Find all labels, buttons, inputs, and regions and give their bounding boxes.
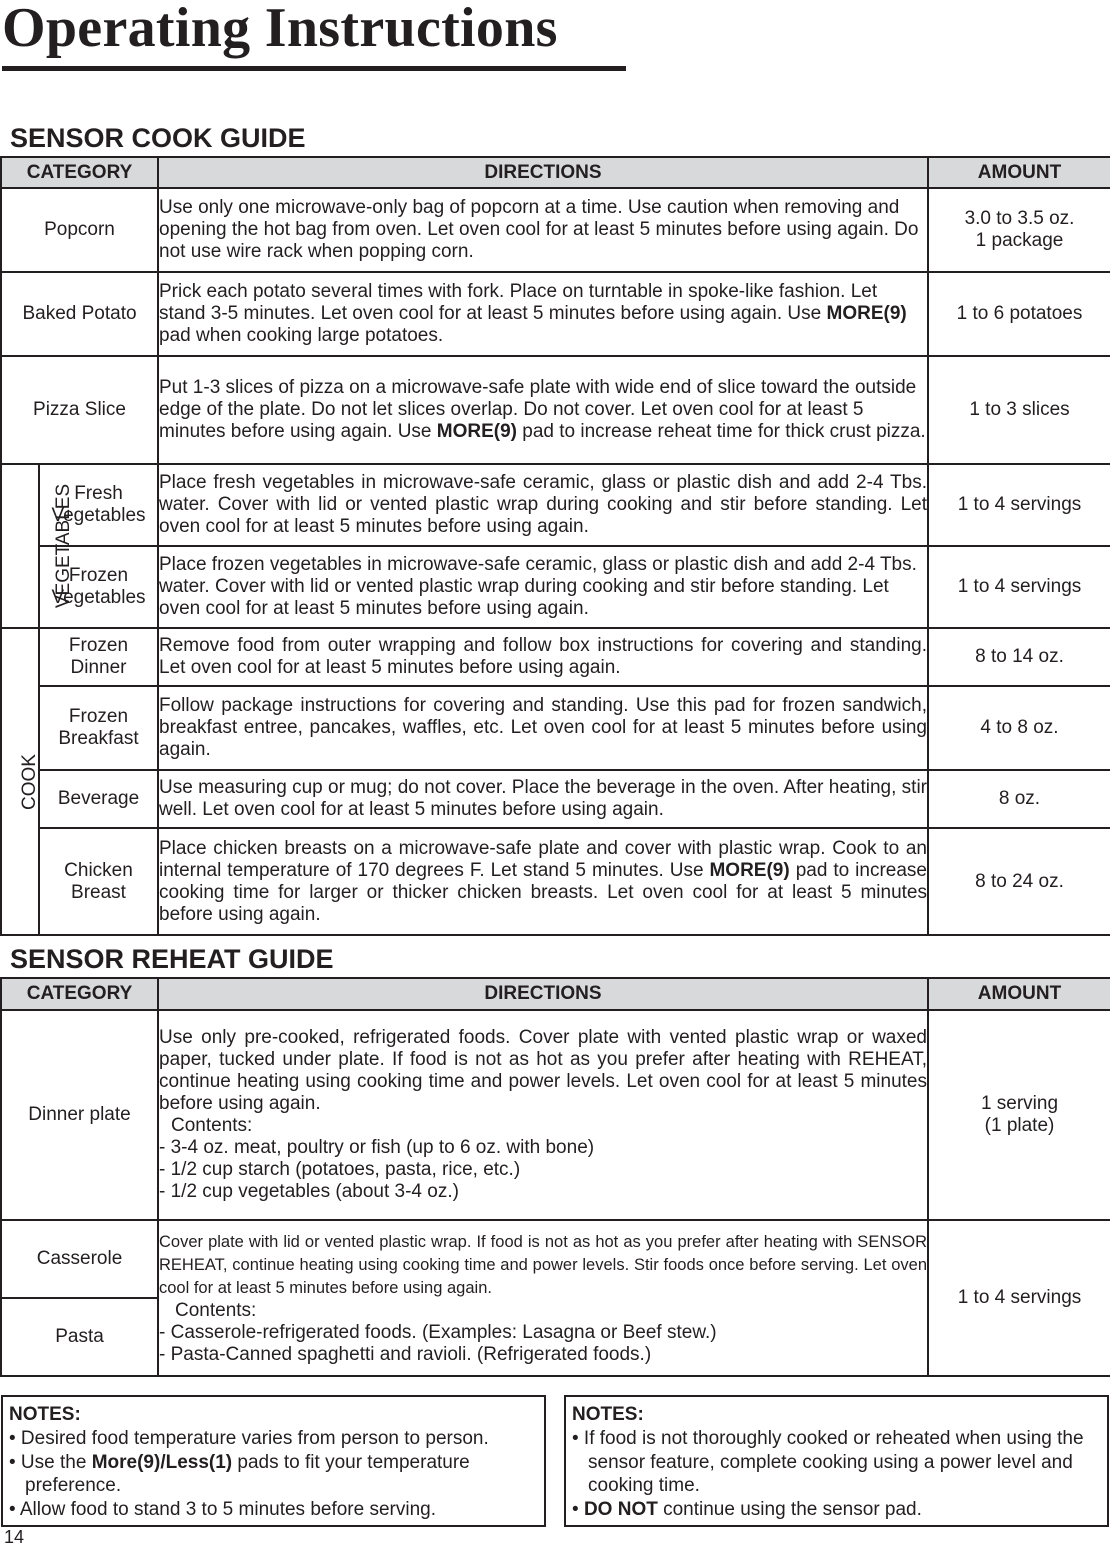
directions-fresh-vegetables: Place fresh vegetables in microwave-safe ceramic, glass or plastic dish and add 2-4 Tbs. water. Cover with lid or vented plastic wrap during cooking and stir before standing. Let oven cool for at least 5 minutes before using again. [158, 464, 928, 546]
contents-item: - Pasta-Canned spaghetti and ravioli. (Refrigerated foods.) [159, 1343, 652, 1365]
amount-chicken-breast: 8 to 24 oz. [928, 828, 1110, 935]
vegetables-group-label [1, 464, 75, 628]
amount-frozen-dinner: 8 to 14 oz. [928, 628, 1110, 686]
amount-beverage: 8 oz. [928, 770, 1110, 828]
directions-dinner-plate [158, 1010, 928, 1220]
category-casserole: Casserole [1, 1220, 158, 1298]
category-line: Frozen [68, 706, 129, 727]
category-dinner-plate: Dinner plate [1, 1010, 158, 1220]
header-amount: AMOUNT [928, 978, 1110, 1010]
directions-frozen-vegetables: Place frozen vegetables in microwave-safe ceramic, glass or plastic dish and add 2-4 Tbs. water. Cover with lid or vented plastic wrap during cooking and stir before standing. Let oven cool for at least 5 minutes before using again. [158, 546, 928, 628]
sensor-reheat-title: SENSOR REHEAT GUIDE [10, 944, 334, 974]
more-pad-label: MORE(9) [709, 859, 790, 881]
directions-text: Put 1-3 slices of pizza on a microwave-safe plate with wide end of slice toward the outside edge of the plate. Do not let slices overlap. Do not cover. Let oven cool for at least 5 minutes before using again. Use [159, 377, 917, 442]
category-frozen-breakfast [39, 686, 158, 770]
sensor-cook-title: SENSOR COOK GUIDE [10, 123, 306, 153]
amount-fresh-vegetables: 1 to 4 servings [928, 464, 1110, 546]
category-line: Chicken [64, 859, 133, 881]
sensor-reheat-table [0, 977, 1110, 1377]
directions-frozen-breakfast: Follow package instructions for covering and standing. Use this pad for frozen sandwich, breakfast entree, pancakes, waffles, etc. Let oven cool for at least 5 minutes before using again. [158, 686, 928, 770]
amount-popcorn [928, 188, 1110, 272]
note-text: • [572, 1498, 584, 1520]
table-row-casserole [1, 1220, 1110, 1298]
table-row-dinner-plate [1, 1010, 1110, 1220]
directions-text: Use only pre-cooked, refrigerated foods. Cover plate with vented plastic wrap or waxed paper, tucked under plate. If food is not as hot as you prefer after heating with REHEAT, continue heating using cooking time and power levels. Let oven cool for at least 5 minutes before using again. [159, 1027, 927, 1114]
category-line: Breast [71, 881, 126, 903]
category-pasta: Pasta [1, 1298, 158, 1376]
note-text: • Use the [9, 1451, 92, 1473]
category-baked-potato: Baked Potato [1, 272, 158, 356]
category-popcorn: Popcorn [1, 188, 158, 272]
more-pad-label: MORE(9) [436, 421, 518, 442]
more-less-pads-label: More(9)/Less(1) [91, 1451, 233, 1473]
table-row-beverage [1, 770, 1110, 828]
directions-popcorn: Use only one microwave-only bag of popcorn at a time. Use caution when removing and opening the hot bag from oven. Let oven cool for at least 5 minutes before using again. Do not use wire rack when popping corn. [158, 188, 928, 272]
contents-item: - 1/2 cup vegetables (about 3-4 oz.) [159, 1181, 459, 1202]
cook-group-label [1, 628, 39, 935]
directions-chicken-breast [158, 828, 928, 935]
header-category: CATEGORY [1, 978, 158, 1010]
directions-text: Place chicken breasts on a microwave-safe plate and cover with plastic wrap. Cook to an internal temperature of 170 degrees F. Let stand 5 minutes. Use [159, 837, 927, 881]
sensor-cook-header-row [1, 157, 1110, 188]
note-item [9, 1451, 536, 1498]
amount-baked-potato: 1 to 6 potatoes [928, 272, 1110, 356]
do-not-label: DO NOT [583, 1498, 658, 1520]
sensor-cook-table [0, 156, 1110, 936]
page-title: Operating Instructions [2, 0, 558, 59]
header-directions: DIRECTIONS [158, 978, 928, 1010]
notes-left-title: NOTES: [9, 1404, 81, 1425]
more-pad-label: MORE(9) [826, 303, 907, 324]
amount-line: 1 serving [980, 1093, 1059, 1114]
table-row-frozen-dinner [1, 628, 1110, 686]
note-text: continue using the sensor pad. [657, 1498, 922, 1520]
contents-label: Contents: [175, 1299, 257, 1321]
category-pizza-slice: Pizza Slice [1, 356, 158, 464]
table-row-chicken-breast [1, 828, 1110, 935]
directions-text: pad to increase cooking time for larger or thicker chicken breasts. Let oven cool for at least 5 minutes before using again. [159, 859, 927, 925]
header-directions: DIRECTIONS [158, 157, 928, 188]
title-rule [2, 66, 626, 71]
contents-item: - Casserole-refrigerated foods. (Examples: Lasagna or Beef stew.) [159, 1321, 717, 1343]
amount-frozen-vegetables: 1 to 4 servings [928, 546, 1110, 628]
directions-casserole-pasta [158, 1220, 928, 1376]
directions-baked-potato [158, 272, 928, 356]
table-row-pizza-slice [1, 356, 1110, 464]
table-row-popcorn [1, 188, 1110, 272]
contents-item: - 3-4 oz. meat, poultry or fish (up to 6 oz. with bone) [159, 1137, 595, 1158]
category-line: Frozen [68, 635, 129, 656]
note-item: • Allow food to stand 3 to 5 minutes before serving. [9, 1498, 437, 1520]
header-amount: AMOUNT [928, 157, 1110, 188]
sensor-reheat-header-row [1, 978, 1110, 1010]
table-row-frozen-vegetables [1, 546, 1110, 628]
amount-popcorn-line2: 1 package [975, 230, 1064, 251]
notes-left [1, 1395, 546, 1527]
amount-frozen-breakfast: 4 to 8 oz. [928, 686, 1110, 770]
table-row-fresh-vegetables [1, 464, 1110, 546]
directions-pizza-slice [158, 356, 928, 464]
contents-item: - 1/2 cup starch (potatoes, pasta, rice, etc.) [159, 1159, 521, 1180]
note-text: pads to fit your temperature preference. [25, 1451, 470, 1496]
category-frozen-dinner [39, 628, 158, 686]
page-number: 14 [4, 1527, 25, 1547]
category-line: Breakfast [58, 728, 139, 749]
table-row-baked-potato [1, 272, 1110, 356]
category-line: Fresh [74, 483, 123, 504]
vegetables-label: VEGETABLES [53, 483, 75, 609]
amount-popcorn-line1: 3.0 to 3.5 oz. [964, 208, 1075, 229]
directions-beverage: Use measuring cup or mug; do not cover. Place the beverage in the oven. After heating, stir well. Let oven cool for at least 5 minutes before using again. [158, 770, 928, 828]
notes-left-list [9, 1427, 536, 1521]
note-item: • If food is not thoroughly cooked or reheated when using the sensor feature, complete cooking using a power level and cooking time. [572, 1428, 1084, 1496]
amount-dinner-plate [928, 1010, 1110, 1220]
amount-pizza-slice: 1 to 3 slices [928, 356, 1110, 464]
directions-text: pad when cooking large potatoes. [159, 325, 444, 346]
category-beverage: Beverage [39, 770, 158, 828]
notes-right-list [572, 1427, 1099, 1521]
cook-label: COOK [18, 753, 40, 810]
category-line: Dinner [70, 657, 127, 678]
amount-line: (1 plate) [984, 1115, 1055, 1136]
directions-text: pad to increase reheat time for thick crust pizza. [517, 421, 926, 442]
note-item: • Desired food temperature varies from person to person. [9, 1428, 489, 1449]
notes-right-title: NOTES: [572, 1404, 644, 1425]
category-line: Frozen [68, 565, 129, 586]
directions-text: Prick each potato several times with fork. Place on turntable in spoke-like fashion. Let stand 3-5 minutes. Let oven cool for at least 5 minutes before using again. Use [159, 281, 878, 324]
directions-frozen-dinner: Remove food from outer wrapping and follow box instructions for covering and standing. Let oven cool for at least 5 minutes before using again. [158, 628, 928, 686]
contents-label: Contents: [171, 1115, 253, 1136]
category-chicken-breast [39, 828, 158, 935]
notes-right [564, 1395, 1109, 1527]
category-line: Vegetables [51, 587, 146, 608]
directions-text: Cover plate with lid or vented plastic wrap. If food is not as hot as you prefer after heating with SENSOR REHEAT, continue heating using cooking time and power levels. Stir foods once before serving. Let oven cool for at least 5 minutes before using again. [159, 1232, 927, 1297]
table-row-frozen-breakfast [1, 686, 1110, 770]
category-line: Vegetables [51, 505, 146, 526]
note-item [572, 1498, 1099, 1522]
header-category: CATEGORY [1, 157, 158, 188]
amount-casserole-pasta: 1 to 4 servings [928, 1220, 1110, 1376]
